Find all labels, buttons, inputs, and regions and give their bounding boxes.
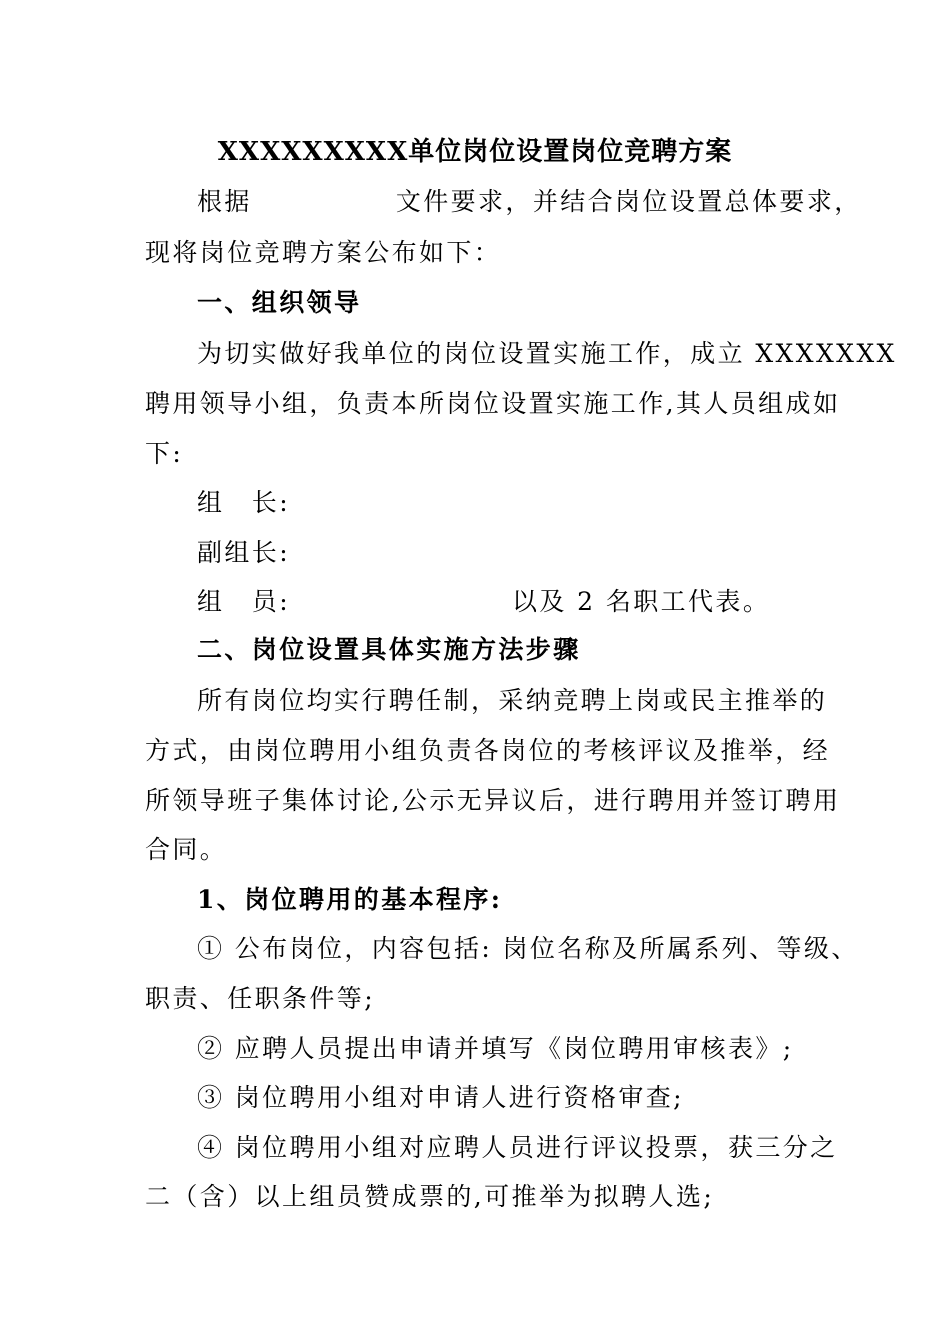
leader-label: 组 长: <box>197 488 291 517</box>
member-suffix: 以及 2 名职工代表。 <box>512 587 771 616</box>
procedure-subheading: 1、岗位聘用的基本程序: <box>197 885 503 914</box>
step-1-line-2: 职责、任职条件等; <box>145 984 376 1013</box>
section2-para-line-2: 方式，由岗位聘用小组负责各岗位的考核评议及推举，经 <box>145 736 831 765</box>
member-line <box>145 587 815 617</box>
document-title: XXXXXXXXX单位岗位设置岗位竞聘方案 <box>217 137 733 167</box>
intro-part-2: 文件要求，并结合岗位设置总体要求， <box>395 187 862 216</box>
section2-heading: 二、岗位设置具体实施方法步骤 <box>197 635 581 664</box>
step-2-line-1: ② 应聘人员提出申请并填写《岗位聘用审核表》; <box>197 1034 794 1063</box>
section1-para-line-3: 下: <box>145 439 184 468</box>
section2-para-line-1: 所有岗位均实行聘任制，采纳竞聘上岗或民主推举的 <box>197 686 828 715</box>
section2-para-line-4: 合同。 <box>145 835 228 864</box>
deputy-label: 副组长: <box>197 538 291 567</box>
intro-line-2: 现将岗位竞聘方案公布如下： <box>145 238 502 267</box>
step-3-line-1: ③ 岗位聘用小组对申请人进行资格审查; <box>197 1083 684 1112</box>
section1-heading: 一、组织领导 <box>197 288 362 317</box>
intro-part-1: 根据 <box>197 187 252 216</box>
section2-para-line-3: 所领导班子集体讨论,公示无异议后，进行聘用并签订聘用 <box>145 786 841 815</box>
intro-line-1 <box>145 187 862 217</box>
section1-para-line-2: 聘用领导小组，负责本所岗位设置实施工作,其人员组成如 <box>145 389 841 418</box>
step-1-line-1: ① 公布岗位，内容包括: 岗位名称及所属系列、等级、 <box>197 934 859 963</box>
step-4-line-2: 二（含）以上组员赞成票的,可推举为拟聘人选; <box>145 1182 715 1211</box>
section1-para-line-1: 为切实做好我单位的岗位设置实施工作，成立 XXXXXXX <box>197 339 897 368</box>
member-label: 组 员: <box>197 587 291 616</box>
step-4-line-1: ④ 岗位聘用小组对应聘人员进行评议投票，获三分之 <box>197 1133 838 1162</box>
